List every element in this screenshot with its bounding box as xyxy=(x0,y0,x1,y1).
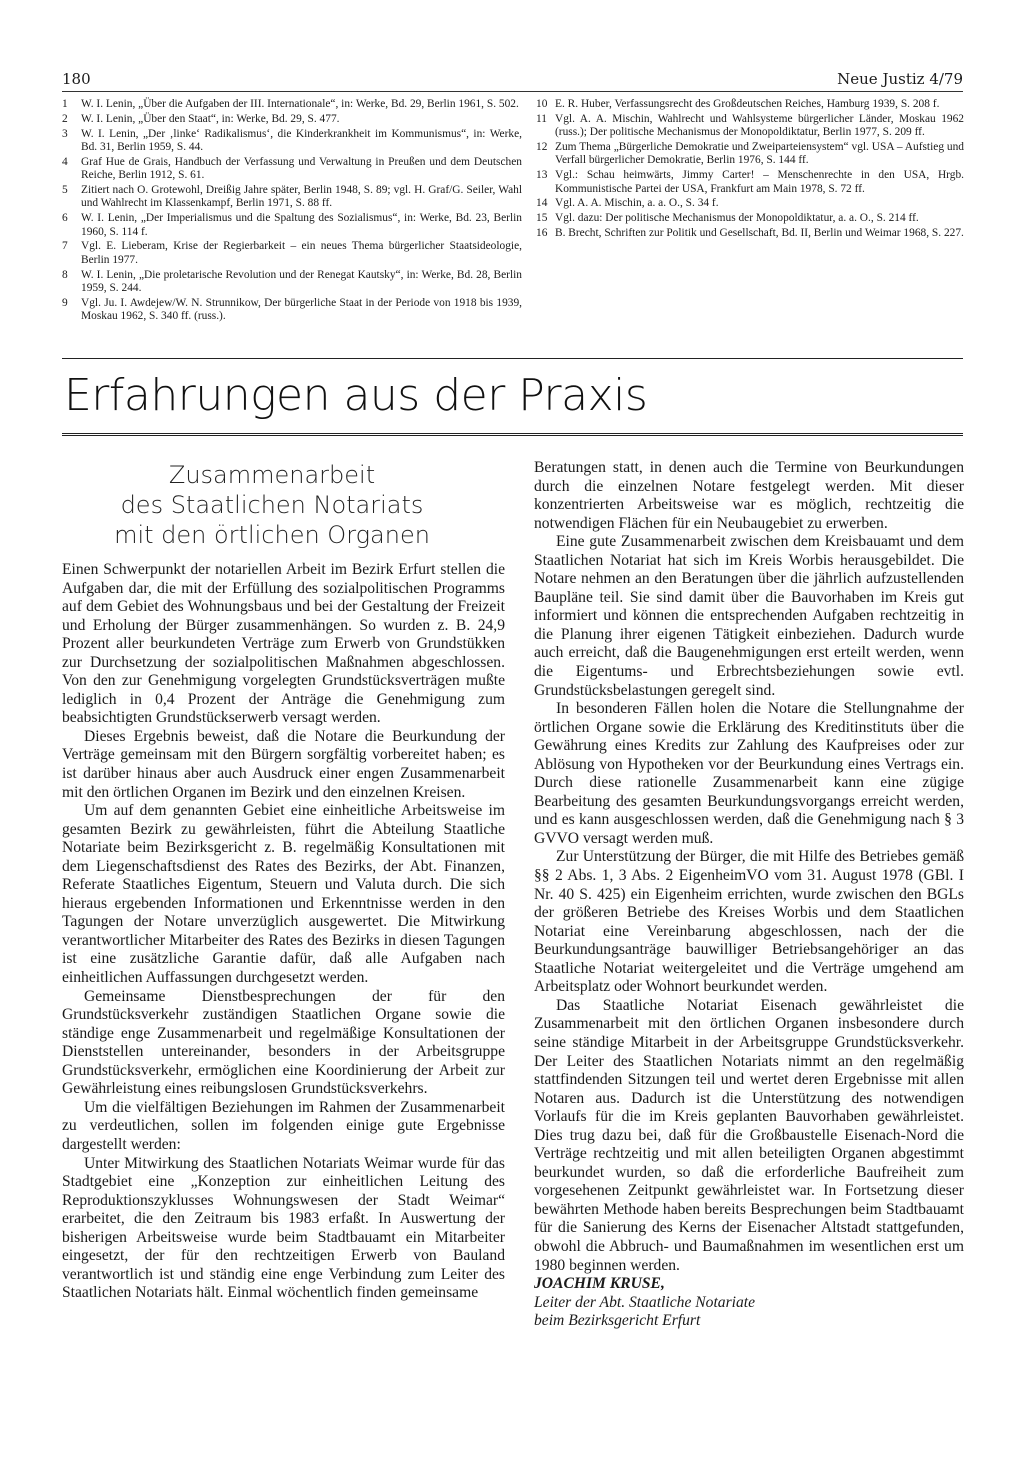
footnote-text: Vgl. A. A. Mischin, a. a. O., S. 34 f. xyxy=(555,197,719,210)
footnote-text: Vgl. Ju. I. Awdejew/W. N. Strunnikow, Der bürgerliche Staat in der Periode von 1918 bis 1939, Moskau 1962, S. 340 ff. (russ.). xyxy=(81,296,522,323)
author-name: JOACHIM KRUSE, xyxy=(534,1275,665,1293)
article-column-left xyxy=(62,561,505,1303)
section-title: Erfahrungen aus der Praxis xyxy=(64,370,648,421)
article-paragraph: Dieses Ergebnis beweist, daß die Notare die Beurkundung der Verträge gemeinsam mit den Bürgern sorgfältig vorbereitet haben; es ist darüber hinaus aber auch Ausdruck einer engen Zusammenarbeit mit den örtlichen Organen im Bezirk und den einzelnen Kreisen. xyxy=(62,727,505,801)
footnote xyxy=(536,197,964,210)
footnote xyxy=(536,169,964,196)
article-title-line: Zusammenarbeit xyxy=(168,461,376,489)
footnote-text: W. I. Lenin, „Die proletarische Revolution und der Renegat Kautsky“, in: Werke, Bd. 28, Berlin 1959, S. 244. xyxy=(81,268,522,295)
footnote-number: 16 xyxy=(536,227,548,239)
footnote-text: W. I. Lenin, „Über die Aufgaben der III. Internationale“, in: Werke, Bd. 29, Berlin 1961, S. 502. xyxy=(81,98,519,110)
footnote xyxy=(536,227,964,240)
journal-issue: Neue Justiz 4/79 xyxy=(837,70,963,88)
section-bottom-rule xyxy=(62,433,963,438)
footnote xyxy=(62,212,522,239)
author-position: Leiter der Abt. Staatliche Notariate xyxy=(534,1293,756,1311)
footnote-text: Graf Hue de Grais, Handbuch der Verfassung und Verwaltung in Preußen und dem Deutschen Reiche, Berlin 1912, S. 61. xyxy=(81,155,522,182)
footnote xyxy=(536,212,964,225)
footnote xyxy=(62,98,522,111)
author-signature xyxy=(534,1275,964,1331)
footnote-text: Vgl. dazu: Der politische Mechanismus der Monopoldiktatur, a. a. O., S. 214 ff. xyxy=(555,212,919,225)
footnote xyxy=(62,184,522,211)
article-title-line: mit den örtlichen Organen xyxy=(114,521,430,549)
footnote-number: 4 xyxy=(62,155,68,168)
footnote-text: B. Brecht, Schriften zur Politik und Gesellschaft, Bd. II, Berlin und Weimar 1968, S. 227. xyxy=(555,227,964,239)
section-top-rule xyxy=(62,358,963,359)
footnote-text: W. I. Lenin, „Der Imperialismus und die Spaltung des Sozialismus“, in: Werke, Bd. 23, Berlin 1960, S. 114 f. xyxy=(81,212,522,238)
footnote-number: 5 xyxy=(62,184,68,196)
article-paragraph: Um die vielfältigen Beziehungen im Rahmen der Zusammenarbeit zu verdeutlichen, sollen im folgenden einige gute Ergebnisse dargestellt werden: xyxy=(62,1098,505,1153)
footnote xyxy=(62,128,522,155)
footnote-number: 11 xyxy=(536,112,547,125)
footnote xyxy=(62,240,522,267)
footnote-number: 1 xyxy=(62,98,68,110)
footnote-number: 6 xyxy=(62,212,68,225)
author-court: beim Bezirksgericht Erfurt xyxy=(534,1312,701,1330)
footnote-text: Vgl. E. Lieberam, Krise der Regierbarkeit – ein neues Thema bürgerlicher Staatsideologie, Berlin 1977. xyxy=(81,240,522,266)
article-paragraph: Einen Schwerpunkt der notariellen Arbeit im Bezirk Erfurt stellen die Aufgaben dar, die mit der Erfüllung des sozialpolitischen Programms auf dem Gebiet des Wohnungsbaus und bei der Gestaltung der Freizeit und Erholung der Bürger zusammenhängen. So wurden z. B. 24,9 Prozent aller beurkundeten Verträge zum Erwerb von Grundstükken zur Durchsetzung der sozialpolitischen Maßnahmen abgeschlossen. Von den zur Genehmigung vorgelegten Grundstücksverträgen mußte lediglich in 0,4 Prozent der Anträge die Genehmigung zum beabsichtigten Grundstückserwerb versagt werden. xyxy=(62,561,505,727)
footnotes-right xyxy=(536,98,964,242)
footnote xyxy=(62,297,522,324)
article-paragraph: Zur Unterstützung der Bürger, die mit Hilfe des Betriebes gemäß §§ 2 Abs. 1, 3 Abs. 2 EigenheimVO vom 31. August 1978 (GBl. I Nr. 40 S. 425) ein Eigenheim errichten, wurde zwischen den BGLs der größeren Betriebe des Kreises Worbis und dem Staatlichen Notariat eine Vereinbarung abgeschlossen, nach der die Beurkundungsanträge bauwilliger Betriebsangehöriger an das Staatliche Notariat weitergeleitet und die Verträge umgehend am Arbeitsplatz oder Wohnort beurkundet werden. xyxy=(534,848,964,996)
article-paragraph: In besonderen Fällen holen die Notare die Stellungnahme der örtlichen Organe sowie die Erklärung des Kreditinstituts über die Gewährung eines Kredits zur Zahlung des Kaufpreises oder zur Ablösung von Hypotheken vor der Beurkundung eines Vertrags ein. Durch diese rationelle Zusammenarbeit kann eine zügige Bearbeitung des gesamten Beurkundungsvorgangs erreicht werden, und es kann ausgeschlossen werden, daß die Genehmigung nach § 3 GVVO versagt werden muß. xyxy=(534,700,964,847)
article-paragraph: Um auf dem genannten Gebiet eine einheitliche Arbeitsweise im gesamten Bezirk zu gewährleisten, führt die Abteilung Staatliche Notariate beim Bezirksgericht z. B. regelmäßig Konsultationen mit dem Liegenschaftsdienst des Rates des Bezirks, der Abt. Finanzen, Referate Staatliches Eigentum, Steuern und Valuta durch. Die sich hieraus ergebenden Informationen und Erkenntnisse werden in den Tagungen der Notare unverzüglich ausgewertet. Die Mitwirkung verantwortlicher Mitarbeiter des Rates des Bezirks in diesen Tagungen ist eine zusätzliche Garantie dafür, daß alle Aufgaben nach einheitlichen Auffassungen durchgesetzt werden. xyxy=(62,802,505,987)
footnote-text: W. I. Lenin, „Der ‚linke‘ Radikalismus‘, die Kinderkrankheit im Kommunismus“, in: Werke, Bd. 31, Berlin 1959, S. 44. xyxy=(81,127,522,153)
footnote xyxy=(62,269,522,296)
footnote-number: 2 xyxy=(62,112,68,125)
page-number: 180 xyxy=(62,70,91,88)
article-paragraph: Unter Mitwirkung des Staatlichen Notariats Weimar wurde für das Stadtgebiet eine „Konzeption zur einheitlichen Leitung des Reproduktionszyklusses Wohnungswesen der Stadt Weimar“ erarbeitet, die den Zeitraum bis 1983 erfaßt. In Auswertung der bisherigen Arbeitsweise wurde beim Stadtbauamt ein Mitarbeiter eingesetzt, der für den rechtzeitigen Erwerb von Bauland verantwortlich ist und ständig eine enge Verbindung zum Leiter des Staatlichen Notariats hält. Einmal wöchentlich finden gemeinsame xyxy=(62,1154,505,1302)
footnote-text: Zum Thema „Bürgerliche Demokratie und Zweiparteiensystem“ vgl. USA – Aufstieg und Verfall bürgerlicher Demokratie, Berlin 1976, S. 144 ff. xyxy=(555,141,964,167)
footnote xyxy=(536,113,964,140)
article-paragraph: Gemeinsame Dienstbesprechungen der für den Grundstücksverkehr zuständigen Staatlichen Organe sowie die ständige enge Zusammenarbeit und regelmäßige Konsultationen der Dienststellen untereinander, besonders in der Arbeitsgruppe Grundstücksverkehr, ermöglichen eine Koordinierung der Arbeit zur Gewährleistung eines reibungslosen Grundstücksverkehrs. xyxy=(62,987,505,1098)
footnote xyxy=(536,141,964,168)
footnote-text: W. I. Lenin, „Über den Staat“, in: Werke, Bd. 29, S. 477. xyxy=(81,112,340,125)
footnote-text: Vgl. A. A. Mischin, Wahlrecht und Wahlsysteme bürgerlicher Länder, Moskau 1962 (russ.); Der politische Mechanismus der Monopoldiktatur, Berlin 1977, S. 209 ff. xyxy=(555,112,964,139)
article-title-line: des Staatlichen Notariats xyxy=(120,491,424,519)
footnote-number: 14 xyxy=(536,197,548,210)
footnote-number: 15 xyxy=(536,212,548,225)
footnote-number: 12 xyxy=(536,141,548,153)
footnote xyxy=(62,113,522,126)
footnote-number: 13 xyxy=(536,169,548,182)
article-paragraph: Beratungen statt, in denen auch die Termine von Beurkundungen durch die einzelnen Notare festgelegt werden. Mit dieser konzentrierten Arbeitsweise war es möglich, rechtzeitig die notwendigen Flächen für ein Neubaugebiet zu erwerben. xyxy=(534,459,964,532)
article-paragraph: Eine gute Zusammenarbeit zwischen dem Kreisbauamt und dem Staatlichen Notariat hat sich im Kreis Worbis herausgebildet. Die Notare nehmen an den Beratungen über die jährlich aufzustellenden Baupläne teil. Sie sind damit über die Bauvorhaben im Kreis gut informiert und können die entsprechenden Aufgaben rechtzeitig in die Planung ihrer eigenen Tätigkeit einbeziehen. Dadurch wurde auch erreicht, daß die Baugenehmigungen erst erteilt werden, wenn die Eigentums- und Erbrechtsbeziehungen sowie evtl. Grundstücksbelastungen geregelt sind. xyxy=(534,533,964,699)
footnote-number: 9 xyxy=(62,296,68,309)
footnote-text: Vgl.: Schau heimwärts, Jimmy Carter! – Menschenrechte in den USA, Hrgb. Kommunistische Partei der USA, Frankfurt am Main 1978, S. 72 ff. xyxy=(555,169,964,195)
footnote-number: 7 xyxy=(62,240,68,253)
footnote-text: E. R. Huber, Verfassungsrecht des Großdeutschen Reiches, Hamburg 1939, S. 208 f. xyxy=(555,98,940,110)
article-paragraph: Das Staatliche Notariat Eisenach gewährleistet die Zusammenarbeit mit den örtlichen Organen insbesondere durch seine ständige Mitarbeit in der Arbeitsgruppe Grundstücksverkehr. Der Leiter des Staatlichen Notariats nimmt an den regelmäßig stattfindenden Sitzungen teil und wertet deren Ergebnisse mit allen Notaren aus. Dadurch ist die Unterstützung des notwendigen Vorlaufs für die im Kreis geplanten Bauvorhaben gewährleistet. Dies trug dazu bei, daß für die Großbaustelle Eisenach-Nord die Verträge rechtzeitig und mit allen beteiligten Organen abgestimmt beurkundet wurden, so daß die erforderliche Baufreiheit zum vorgesehenen Zeitpunkt gewährleistet war. In Fortsetzung dieser bewährten Methode haben bereits Besprechungen beim Stadtbauamt für die Sanierung des Kerns der Eisenacher Altstadt stattgefunden, obwohl die Abbruch- und Baumaßnahmen im wesentlichen erst um 1980 beginnen werden. xyxy=(534,996,964,1274)
footnote-number: 10 xyxy=(536,98,548,110)
header-rule xyxy=(62,91,963,92)
footnote-number: 3 xyxy=(62,127,68,140)
footnote xyxy=(536,98,964,111)
footnote-number: 8 xyxy=(62,268,68,281)
footnote-text: Zitiert nach O. Grotewohl, Dreißig Jahre später, Berlin 1948, S. 89; vgl. H. Graf/G. Seiler, Wahl und Wahlrecht im Klassenkampf, Berlin 1971, S. 88 ff. xyxy=(81,184,522,210)
footnotes-left xyxy=(62,98,522,325)
footnote xyxy=(62,156,522,183)
article-title xyxy=(62,460,482,550)
article-column-right xyxy=(534,459,964,1331)
